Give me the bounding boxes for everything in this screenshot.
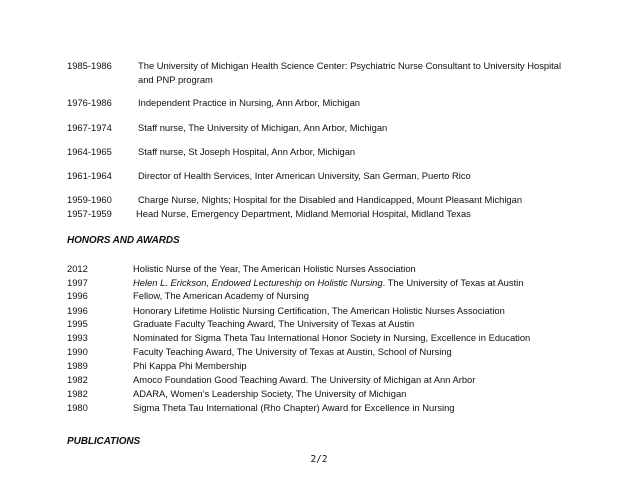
employment-description: Independent Practice in Nursing, Ann Arbor, Michigan [138,97,361,108]
award-text-rest: . The University of Texas at Austin [382,277,524,288]
award-text: Sigma Theta Tau International (Rho Chapter) Award for Excellence in Nursing [133,402,455,413]
award-text: Nominated for Sigma Theta Tau International Honor Society in Nursing, Excellence in Education [133,332,531,343]
award-year: 1980 [67,402,88,413]
employment-description: Staff nurse, The University of Michigan, Ann Arbor, Michigan [138,122,388,133]
award-text: Fellow, The American Academy of Nursing [133,290,309,301]
award-year: 1989 [67,360,88,371]
employment-years: 1959-1960 [67,194,112,205]
award-year: 1990 [67,346,88,357]
award-text: Phi Kappa Phi Membership [133,360,247,371]
employment-description: Staff nurse, St Joseph Hospital, Ann Arbor, Michigan [138,146,356,157]
award-year: 1982 [67,388,88,399]
award-year: 2012 [67,263,88,274]
award-text-italic: Helen L. Erickson, Endowed Lectureship on Holistic Nursing [133,277,383,288]
award-text: Amoco Foundation Good Teaching Award. The University of Michigan at Ann Arbor [133,374,476,385]
employment-years: 1957-1959 [67,208,112,219]
employment-years: 1967-1974 [67,122,112,133]
employment-description: Head Nurse, Emergency Department, Midland Memorial Hospital, Midland Texas [136,208,471,219]
award-text: Graduate Faculty Teaching Award, The University of Texas at Austin [133,318,415,329]
employment-description: The University of Michigan Health Science Center: Psychiatric Nurse Consultant to University Hospital [138,60,562,71]
employment-description: Charge Nurse, Nights; Hospital for the Disabled and Handicapped, Mount Pleasant Michigan [138,194,523,205]
honors-heading: HONORS AND AWARDS [67,235,180,246]
award-text [133,277,523,289]
page-number: 2/2 [310,454,328,465]
award-year: 1993 [67,332,88,343]
employment-years: 1976-1986 [67,97,112,108]
publications-heading: PUBLICATIONS [67,436,141,447]
employment-years: 1985-1986 [67,60,112,71]
award-year: 1995 [67,318,88,329]
employment-years: 1964-1965 [67,146,112,157]
award-year: 1982 [67,374,88,385]
employment-description: Director of Health Services, Inter American University, San German, Puerto Rico [138,170,471,181]
award-text: Faculty Teaching Award, The University of Texas at Austin, School of Nursing [133,346,452,357]
award-text: Honorary Lifetime Holistic Nursing Certification, The American Holistic Nurses Association [133,305,505,316]
employment-description: and PNP program [138,74,213,85]
award-text: ADARA, Women’s Leadership Society, The University of Michigan [133,388,407,399]
award-year: 1996 [67,290,88,301]
employment-years: 1961-1964 [67,170,112,181]
award-text: Holistic Nurse of the Year, The American Holistic Nurses Association [133,263,416,274]
award-year: 1997 [67,277,88,288]
award-year: 1996 [67,305,88,316]
